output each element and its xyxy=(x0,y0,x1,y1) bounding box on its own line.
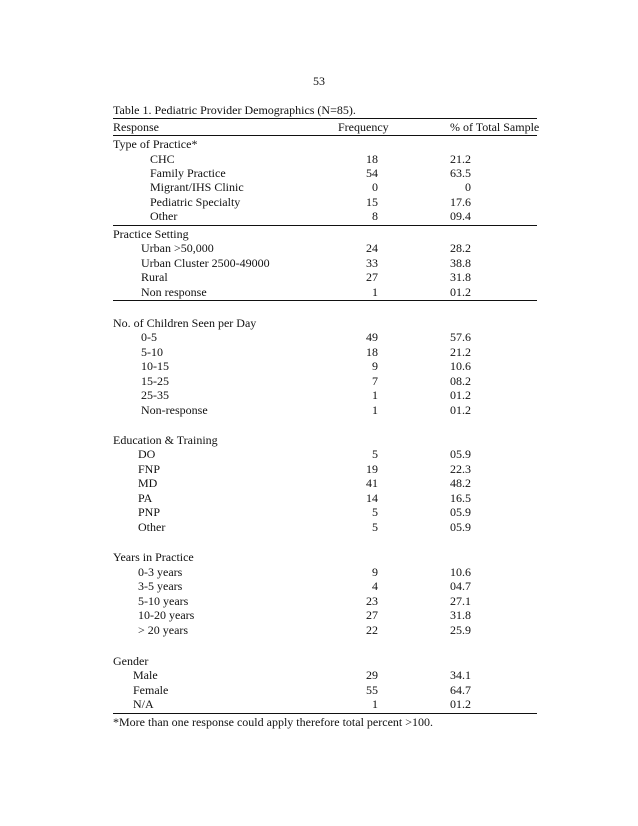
table-row: 10-15 9 10.6 xyxy=(141,359,471,373)
table-footnote: *More than one response could apply therefore total percent >100. xyxy=(113,715,433,729)
section-title: Gender xyxy=(113,654,149,668)
table-row: PA 14 16.5 xyxy=(138,491,471,505)
table-row: 0-3 years 9 10.6 xyxy=(138,565,471,579)
table-row: Urban Cluster 2500-49000 33 38.8 xyxy=(141,256,471,270)
table-row: Male 29 34.1 xyxy=(133,668,471,682)
table-row: 10-20 years 27 31.8 xyxy=(138,608,471,622)
header-rule xyxy=(113,135,537,136)
table-row: Non-response 1 01.2 xyxy=(141,403,471,417)
table-row: 0-5 49 57.6 xyxy=(141,330,471,344)
section-title: Education & Training xyxy=(113,433,218,447)
section-rule xyxy=(113,300,537,301)
section-title: No. of Children Seen per Day xyxy=(113,316,257,330)
table-row: Rural 27 31.8 xyxy=(141,270,471,284)
table-row: 15-25 7 08.2 xyxy=(141,374,471,388)
table-row: 5-10 18 21.2 xyxy=(141,345,471,359)
table-row: FNP 19 22.3 xyxy=(138,462,471,476)
table-row: DO 5 05.9 xyxy=(138,447,471,461)
table-bottom-rule xyxy=(113,713,537,714)
table-row: 25-35 1 01.2 xyxy=(141,388,471,402)
table-caption: Table 1. Pediatric Provider Demographics (N=85). xyxy=(113,103,356,117)
table-row: 5-10 years 23 27.1 xyxy=(138,594,471,608)
table-row: 3-5 years 4 04.7 xyxy=(138,579,471,593)
section-rule xyxy=(113,225,537,226)
section-title: Practice Setting xyxy=(113,227,189,241)
table-row: Urban >50,000 24 28.2 xyxy=(141,241,471,255)
table-row: Female 55 64.7 xyxy=(133,683,471,697)
section-title: Type of Practice* xyxy=(113,137,198,151)
table-row: PNP 5 05.9 xyxy=(138,505,471,519)
section-title: Years in Practice xyxy=(113,550,194,564)
table-row: Other 8 09.4 xyxy=(150,209,471,223)
table-row: Family Practice 54 63.5 xyxy=(150,166,471,180)
table-row: Other 5 05.9 xyxy=(138,520,471,534)
table-row: MD 41 48.2 xyxy=(138,476,471,490)
table-row: N/A 1 01.2 xyxy=(133,697,471,711)
column-header-response: Response xyxy=(113,120,159,134)
table-header-row xyxy=(113,120,540,135)
column-header-frequency: Frequency xyxy=(338,120,389,134)
table-top-rule xyxy=(113,118,537,119)
column-header-percent: % of Total Sample xyxy=(450,120,540,134)
table-row: Pediatric Specialty 15 17.6 xyxy=(150,195,471,209)
table-row: Migrant/IHS Clinic 0 0 xyxy=(150,180,471,194)
table-row: Non response 1 01.2 xyxy=(141,285,471,299)
table-row: > 20 years 22 25.9 xyxy=(138,623,471,637)
page-number: 53 xyxy=(313,74,325,88)
table-row: CHC 18 21.2 xyxy=(150,152,471,166)
